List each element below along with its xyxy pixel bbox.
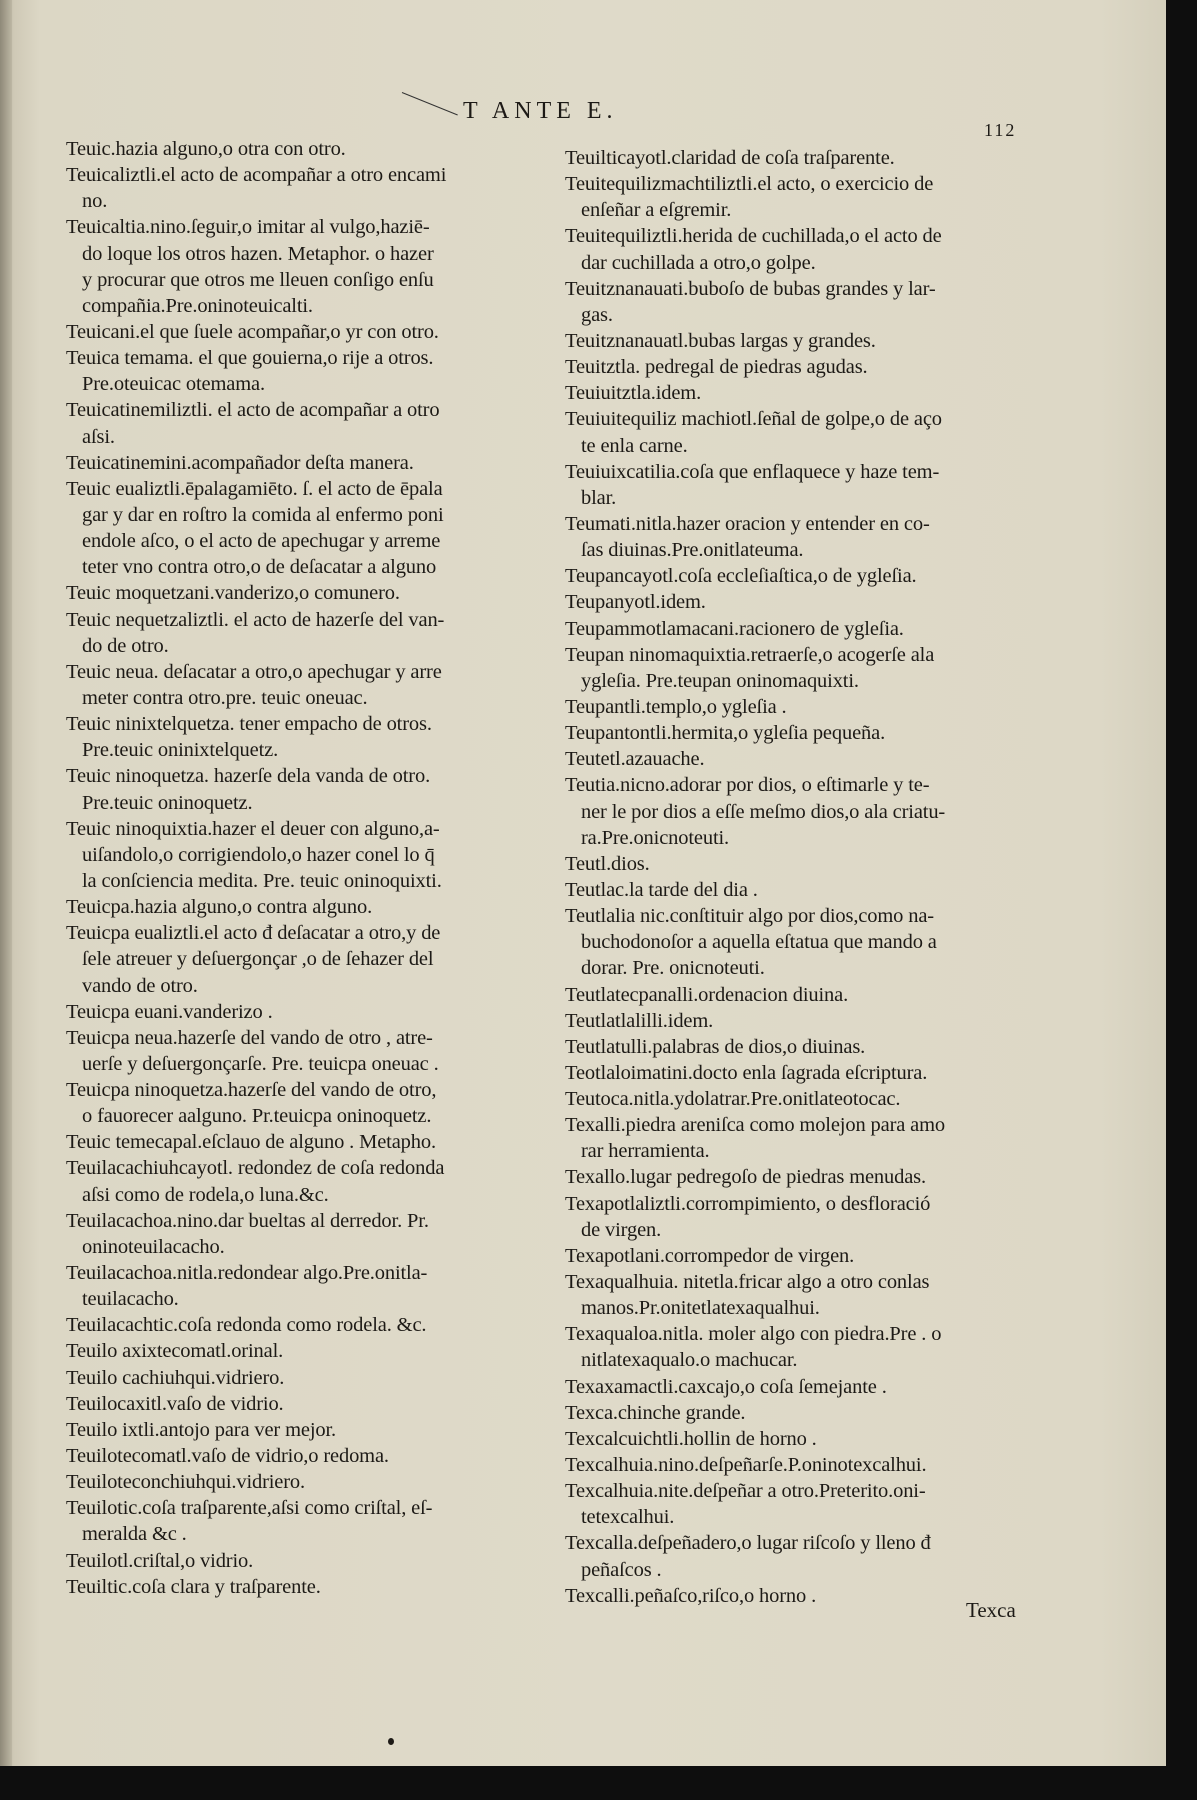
dictionary-entry — [66, 319, 446, 345]
entry-headline: Teuiloteconchiuhqui.vidriero. — [66, 1471, 306, 1494]
dictionary-entry — [565, 1008, 945, 1034]
entry-headline: Teutlatecpanalli.ordenacion diuina. — [565, 983, 849, 1006]
dictionary-entry — [66, 1312, 446, 1338]
entry-headline: Teutlatlalilli.idem. — [565, 1009, 714, 1032]
dictionary-entry — [66, 659, 446, 711]
entry-headline: Teuic moquetzani.vanderizo,o comunero. — [66, 582, 400, 605]
dictionary-entry — [66, 894, 446, 920]
dictionary-entry — [565, 380, 945, 406]
entry-headline: Teuilacachoa.nino.dar bueltas al derredor. Pr. — [66, 1209, 429, 1232]
catchword: Texca — [966, 1598, 1016, 1622]
entry-continuation: te enla carne. — [581, 434, 688, 457]
entry-headline: Teuilacachiuhcayotl. redondez de coſa redonda — [66, 1157, 445, 1180]
entry-headline: Teupantontli.hermita,o ygleſia pequeña. — [565, 722, 886, 745]
dictionary-entry — [66, 920, 446, 998]
dictionary-entry — [565, 720, 945, 746]
entry-continuation: ygleſia. Pre.teupan oninomaquixti. — [581, 669, 859, 692]
dictionary-entry — [565, 877, 945, 903]
dictionary-entry — [66, 1443, 446, 1469]
dictionary-entry — [66, 1208, 446, 1260]
dictionary-entry — [565, 1426, 945, 1452]
dictionary-entry — [565, 459, 945, 511]
entry-headline: Teuic ninoquetza. hazerſe dela vanda de otro. — [66, 765, 431, 788]
entry-headline: Teuic.hazia alguno,o otra con otro. — [66, 138, 346, 160]
dictionary-entry — [66, 1548, 446, 1574]
entry-continuation: gas. — [581, 303, 613, 326]
entry-headline: Teuilacachoa.nitla.redondear algo.Pre.onitla- — [66, 1262, 428, 1285]
entry-headline: Teuiltic.coſa clara y traſparente. — [66, 1575, 321, 1598]
ink-dot — [388, 1738, 394, 1745]
dictionary-entry — [66, 450, 446, 476]
dictionary-entry — [66, 1365, 446, 1391]
entry-continuation: aſsi. — [82, 425, 115, 448]
entry-continuation: tetexcalhui. — [581, 1506, 675, 1529]
entry-continuation: ſas diuinas.Pre.onitlateuma. — [581, 539, 804, 562]
entry-headline: Teotlaloimatini.docto enla ſagrada eſcriptura. — [565, 1061, 928, 1084]
entry-headline: Teuicaltia.nino.ſeguir,o imitar al vulgo,haziē- — [66, 216, 430, 239]
entry-headline: Teuic ninoquixtia.hazer el deuer con alguno,a- — [66, 817, 440, 840]
dictionary-entry — [565, 1583, 945, 1609]
entry-headline: Teumati.nitla.hazer oracion y entender en co- — [565, 512, 930, 535]
entry-headline: Texaxamactli.caxcajo,o coſa ſemejante . — [565, 1375, 887, 1398]
dictionary-entry — [66, 1574, 446, 1600]
entry-continuation: enſeñar a eſgremir. — [581, 199, 732, 222]
entry-headline: Texcalcuichtli.hollin de horno . — [565, 1427, 817, 1450]
entry-headline: Teuicpa.hazia alguno,o contra alguno. — [66, 896, 373, 919]
previous-page-edge — [0, 0, 12, 1766]
entry-headline: Texaqualhuia. nitetla.fricar algo a otro conlas — [565, 1271, 930, 1294]
dictionary-entry — [66, 214, 446, 319]
entry-headline: Teutl.dios. — [565, 852, 650, 875]
entry-headline: Texalli.piedra areniſca como molejon para amo — [565, 1114, 946, 1137]
dictionary-entry — [66, 1260, 446, 1312]
entry-headline: Teuilo ixtli.antojo para ver mejor. — [66, 1418, 336, 1441]
entry-continuation: Pre.teuic oninoquetz. — [82, 791, 253, 814]
dictionary-entry — [66, 397, 446, 449]
dictionary-entry — [565, 589, 945, 615]
entry-continuation: gar y dar en roſtro la comida al enfermo poni — [82, 503, 444, 526]
dictionary-entry — [565, 563, 945, 589]
entry-headline: Teuitznanauati.buboſo de bubas grandes y lar- — [565, 277, 936, 300]
dictionary-entry — [66, 1155, 446, 1207]
entry-headline: Teuicani.el que ſuele acompañar,o yr con otro. — [66, 320, 439, 343]
entry-headline: Texallo.lugar pedregoſo de piedras menudas. — [565, 1166, 926, 1189]
dictionary-entry — [565, 171, 945, 223]
dictionary-entry — [565, 1452, 945, 1478]
entry-headline: Teuilo cachiuhqui.vidriero. — [66, 1366, 285, 1389]
entry-headline: Teuic eualiztli.ēpalagamiēto. ſ. el acto de ēpala — [66, 477, 443, 500]
entry-headline: Teupancayotl.coſa eccleſiaſtica,o de ygleſia. — [565, 565, 917, 588]
entry-headline: Teuicpa euani.vanderizo . — [66, 1000, 273, 1023]
dictionary-entry — [565, 694, 945, 720]
entry-headline: Teuilo axixtecomatl.orinal. — [66, 1340, 284, 1363]
dictionary-entry — [66, 816, 446, 894]
entry-headline: Teutoca.nitla.ydolatrar.Pre.onitlateotocac. — [565, 1088, 901, 1111]
dictionary-entry — [66, 136, 446, 162]
dictionary-entry — [66, 1495, 446, 1547]
entry-headline: Teupanyotl.idem. — [565, 591, 706, 614]
entry-headline: Teuitznanauatl.bubas largas y grandes. — [565, 329, 876, 352]
entry-headline: Texcalli.peñaſco,riſco,o horno . — [565, 1584, 817, 1607]
entry-continuation: ſele atreuer y deſuergonçar ,o de ſehazer del — [82, 948, 434, 971]
dictionary-entry — [66, 476, 446, 581]
entry-continuation: teuilacacho. — [82, 1288, 179, 1311]
entry-headline: Texapotlani.corrompedor de virgen. — [565, 1244, 855, 1267]
dictionary-entry — [565, 1321, 945, 1373]
entry-continuation: ra.Pre.onicnoteuti. — [581, 826, 730, 849]
entry-headline: Teutia.nicno.adorar por dios, o eſtimarle y te- — [565, 774, 930, 797]
entry-continuation: peñaſcos . — [581, 1558, 662, 1581]
entry-headline: Teuiuitequiliz machiotl.ſeñal de golpe,o de aço — [565, 408, 942, 431]
entry-headline: Teuilocaxitl.vaſo de vidrio. — [66, 1392, 284, 1415]
dictionary-entry — [565, 511, 945, 563]
entry-headline: Teutlalia nic.conſtituir algo por dios,como na- — [565, 905, 934, 928]
entry-continuation: oninoteuilacacho. — [82, 1235, 225, 1258]
entry-headline: Teuica temama. el que gouierna,o rije a otros. — [66, 347, 434, 370]
dictionary-entry — [565, 1112, 945, 1164]
entry-headline: Teuicatinemini.acompañador deſta manera. — [66, 451, 414, 474]
entry-headline: Teuicpa neua.hazerſe del vando de otro , atre- — [66, 1026, 433, 1049]
entry-continuation: rar herramienta. — [581, 1140, 710, 1163]
entry-headline: Teuiuixcatilia.coſa que enflaquece y haze tem- — [565, 460, 940, 483]
dictionary-entry — [565, 276, 945, 328]
dictionary-entry — [66, 1338, 446, 1364]
entry-continuation: vando de otro. — [82, 974, 198, 997]
entry-headline: Teuitequiliztli.herida de cuchillada,o el acto de — [565, 225, 942, 248]
dictionary-entry — [565, 1243, 945, 1269]
dictionary-entry — [565, 1034, 945, 1060]
entry-headline: Texcalhuia.nite.deſpeñar a otro.Preterito.oni- — [565, 1480, 926, 1503]
entry-continuation: compañia.Pre.oninoteuicalti. — [82, 294, 313, 317]
entry-continuation: de virgen. — [581, 1218, 662, 1241]
entry-headline: Teuic neua. deſacatar a otro,o apechugar y arre — [66, 660, 442, 683]
dictionary-entry — [565, 1269, 945, 1321]
dictionary-entry — [565, 328, 945, 354]
right-column — [565, 145, 945, 1609]
entry-headline: Teuilacachtic.coſa redonda como rodela. &c. — [66, 1314, 427, 1337]
dictionary-entry — [565, 746, 945, 772]
entry-continuation: meter contra otro.pre. teuic oneuac. — [82, 686, 368, 709]
entry-headline: Teuilotic.coſa traſparente,aſsi como criſtal, eſ- — [66, 1497, 433, 1520]
dictionary-entry — [565, 772, 945, 850]
entry-headline: Texapotlaliztli.corrompimiento, o desfloració — [565, 1192, 931, 1215]
dictionary-entry — [565, 1060, 945, 1086]
entry-headline: Teuicatinemiliztli. el acto de acompañar a otro — [66, 399, 440, 422]
entry-continuation: dorar. Pre. onicnoteuti. — [581, 957, 765, 980]
entry-continuation: nitlatexaqualo.o machucar. — [581, 1349, 798, 1372]
left-column — [66, 136, 446, 1600]
entry-continuation: blar. — [581, 486, 617, 509]
dictionary-entry — [565, 406, 945, 458]
entry-headline: Teupan ninomaquixtia.retraerſe,o acogerſe ala — [565, 643, 935, 666]
entry-continuation: aſsi como de rodela,o luna.&c. — [82, 1183, 329, 1206]
entry-headline: Teuiuitztla.idem. — [565, 382, 702, 405]
entry-headline: Texca.chinche grande. — [565, 1401, 746, 1424]
page-number: 112 — [984, 120, 1017, 140]
dictionary-entry — [66, 1417, 446, 1443]
dictionary-entry — [66, 1129, 446, 1155]
dictionary-entry — [565, 354, 945, 380]
entry-continuation: manos.Pr.onitetlatexaqualhui. — [581, 1297, 820, 1320]
running-title: T ANTE E. — [463, 98, 618, 124]
entry-headline: Teuitequilizmachtiliztli.el acto, o exercicio de — [565, 173, 934, 196]
entry-headline: Teuicpa ninoquetza.hazerſe del vando de otro, — [66, 1079, 437, 1102]
dictionary-entry — [565, 1530, 945, 1582]
entry-headline: Texcalla.deſpeñadero,o lugar riſcoſo y lleno đ — [565, 1532, 931, 1555]
entry-headline: Teutlatulli.palabras de dios,o diuinas. — [565, 1035, 866, 1058]
dictionary-entry — [66, 580, 446, 606]
dictionary-entry — [66, 345, 446, 397]
entry-headline: Teuitztla. pedregal de piedras agudas. — [565, 356, 868, 379]
dictionary-entry — [565, 1374, 945, 1400]
entry-continuation: y procurar que otros me lleuen conſigo enſu — [82, 268, 434, 291]
entry-headline: Teutetl.azauache. — [565, 748, 705, 771]
dictionary-entry — [565, 851, 945, 877]
entry-headline: Teupammotlamacani.racionero de ygleſia. — [565, 617, 904, 640]
entry-headline: Teutlac.la tarde del dia . — [565, 878, 758, 901]
entry-continuation: ner le por dios a eſſe meſmo dios,o ala criatu- — [581, 800, 946, 823]
dictionary-entry — [565, 642, 945, 694]
dictionary-entry — [565, 903, 945, 981]
dictionary-entry — [66, 1077, 446, 1129]
entry-continuation: uiſandolo,o corrigiendolo,o hazer conel lo q̄ — [82, 843, 435, 866]
entry-headline: Texcalhuia.nino.deſpeñarſe.P.oninotexcalhui. — [565, 1454, 927, 1477]
dictionary-entry — [565, 616, 945, 642]
dictionary-entry — [66, 1469, 446, 1495]
entry-continuation: dar cuchillada a otro,o golpe. — [581, 251, 816, 274]
entry-continuation: endole aſco, o el acto de apechugar y arreme — [82, 530, 441, 553]
entry-headline: Teuic nequetzaliztli. el acto de hazerſe del van- — [66, 608, 445, 631]
dictionary-entry — [66, 162, 446, 214]
dictionary-entry — [565, 1400, 945, 1426]
entry-headline: Teuilotecomatl.vaſo de vidrio,o redoma. — [66, 1445, 389, 1468]
dictionary-entry — [565, 145, 945, 171]
entry-continuation: uerſe y deſuergonçarſe. Pre. teuicpa oneuac . — [82, 1052, 439, 1075]
entry-continuation: meralda &c . — [82, 1523, 187, 1546]
dictionary-entry — [66, 607, 446, 659]
entry-continuation: do loque los otros hazen. Metaphor. o hazer — [82, 242, 434, 265]
dictionary-entry — [565, 1086, 945, 1112]
dictionary-entry — [565, 982, 945, 1008]
entry-continuation: Pre.teuic oninixtelquetz. — [82, 739, 279, 762]
entry-continuation: buchodonoſor a aquella eſtatua que mando a — [581, 931, 937, 954]
entry-headline: Teuilotl.criſtal,o vidrio. — [66, 1549, 254, 1572]
dictionary-entry — [565, 1478, 945, 1530]
dictionary-entry — [565, 1164, 945, 1190]
entry-continuation: teter vno contra otro,o de deſacatar a alguno — [82, 556, 437, 579]
entry-headline: Teuic ninixtelquetza. tener empacho de otros. — [66, 713, 432, 736]
entry-headline: Texaqualoa.nitla. moler algo con piedra.Pre . o — [565, 1323, 942, 1346]
entry-continuation: Pre.oteuicac otemama. — [82, 373, 265, 396]
dictionary-entry — [66, 1025, 446, 1077]
entry-headline: Teuic temecapal.eſclauo de alguno . Metapho. — [66, 1131, 436, 1154]
entry-continuation: do de otro. — [82, 634, 169, 657]
entry-headline: Teuicaliztli.el acto de acompañar a otro encami — [66, 164, 447, 187]
ink-stroke — [402, 92, 458, 115]
entry-headline: Teuicpa eualiztli.el acto đ deſacatar a otro,y de — [66, 922, 441, 945]
dictionary-entry — [66, 763, 446, 815]
entry-continuation: la conſciencia medita. Pre. teuic oninoquixti. — [82, 869, 442, 892]
dictionary-entry — [565, 1191, 945, 1243]
dictionary-entry — [66, 711, 446, 763]
dictionary-entry — [66, 1391, 446, 1417]
entry-continuation: no. — [82, 190, 108, 213]
entry-continuation: o fauorecer aalguno. Pr.teuicpa oninoquetz. — [82, 1105, 432, 1128]
dictionary-entry — [66, 999, 446, 1025]
entry-headline: Teuilticayotl.claridad de coſa traſparente. — [565, 147, 895, 169]
dictionary-entry — [565, 223, 945, 275]
entry-headline: Teupantli.templo,o ygleſia . — [565, 695, 787, 718]
